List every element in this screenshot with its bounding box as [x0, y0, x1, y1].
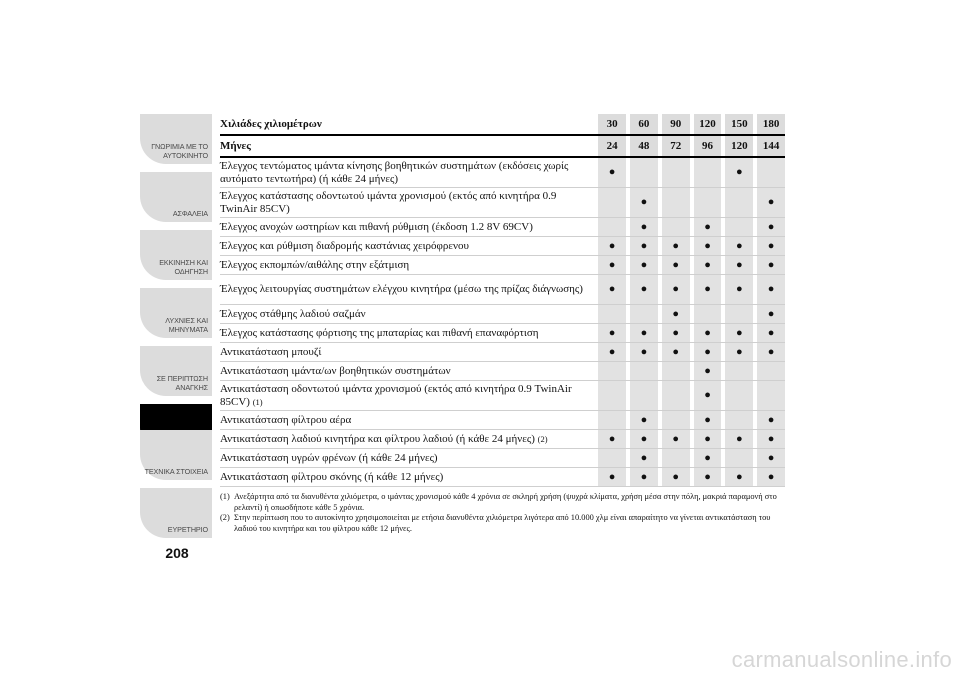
interval-cell [630, 256, 658, 274]
table-row [220, 381, 785, 411]
row-text [220, 346, 321, 359]
check-dot-icon: ● [767, 196, 775, 208]
header-km-row [220, 114, 785, 136]
interval-cell [598, 343, 626, 361]
check-dot-icon: ● [608, 258, 616, 271]
interval-cell [725, 188, 753, 217]
interval-cell [694, 256, 722, 274]
check-dot-icon: ● [640, 220, 648, 233]
interval-cell [757, 256, 785, 274]
interval-cell [694, 218, 722, 236]
interval-cell [757, 158, 785, 187]
interval-cell [757, 305, 785, 323]
tab-safety[interactable] [140, 172, 212, 222]
check-dot-icon: ● [640, 451, 648, 464]
interval-cell [725, 218, 753, 236]
check-dot-icon: ● [704, 345, 711, 358]
interval-cell [598, 324, 626, 342]
interval-cell [598, 381, 626, 410]
check-dot-icon: ● [767, 283, 775, 295]
interval-cell [662, 305, 690, 323]
footnote-ref: (1) [252, 396, 263, 407]
row-text-main: Αντικατάσταση υγρών φρένων (ή κάθε 24 μήνες) [220, 451, 438, 464]
row-text-main: Αντικατάσταση φίλτρου αέρα [220, 413, 352, 426]
check-dot-icon: ● [608, 345, 616, 358]
check-dot-icon: ● [672, 239, 680, 252]
footnote-text: Ανεξάρτητα από τα διανυθέντα χιλιόμετρα, ο ιμάντας χρονισμού κάθε 4 χρόνια σε σκληρή χρήση (ψυχρά κλίματα, χρήση μέσα στην πόλη, μακριά παραμονή στο ρελαντί) ή οπωσδήποτε κάθε 5 χρόνια. [234, 492, 777, 512]
row-text-main: Έλεγχος λειτουργίας συστημάτων ελέγχου κινητήρα (μέσω της πρίζας διάγνωσης) [220, 283, 583, 295]
check-dot-icon: ● [640, 196, 648, 208]
row-text [220, 383, 592, 409]
header-km-cell: 30 [598, 114, 626, 134]
interval-cell [662, 362, 690, 380]
row-description [220, 188, 594, 217]
row-text-main: Αντικατάσταση ιμάντα/ων βοηθητικών συστημάτων [220, 364, 451, 377]
check-dot-icon: ● [704, 432, 711, 445]
row-text-main: Έλεγχος κατάστασης φόρτισης της μπαταρίας και πιθανή επαναφόρτιση [220, 326, 539, 339]
check-dot-icon: ● [672, 432, 680, 445]
interval-cell [662, 449, 690, 467]
interval-cell [725, 343, 753, 361]
tab-emergency[interactable] [140, 346, 212, 396]
page-number: 208 [165, 545, 189, 561]
check-dot-icon: ● [704, 451, 711, 464]
interval-cell [662, 188, 690, 217]
row-description [220, 324, 594, 342]
check-dot-icon: ● [704, 326, 711, 339]
interval-cell [662, 411, 690, 429]
table-row [220, 324, 785, 343]
check-dot-icon: ● [767, 307, 775, 320]
row-text-main: Έλεγχος στάθμης λαδιού σαζμάν [220, 307, 366, 320]
interval-cell [630, 343, 658, 361]
check-dot-icon: ● [767, 345, 775, 358]
interval-cell [757, 430, 785, 448]
check-dot-icon: ● [767, 326, 775, 339]
footnote-ref: (2) [537, 433, 548, 444]
tab-label: ΛΥΧΝΙΕΣ ΚΑΙ ΜΗΝΥΜΑΤΑ [165, 316, 208, 334]
check-dot-icon: ● [704, 470, 711, 483]
header-months-cell: 72 [662, 136, 690, 156]
footnote-number: (1) [220, 492, 230, 501]
interval-cell [694, 468, 722, 486]
interval-cell [662, 275, 690, 304]
table-row [220, 362, 785, 381]
row-text-main: Έλεγχος εκπομπών/αιθάλης στην εξάτμιση [220, 258, 410, 271]
interval-cell [694, 275, 722, 304]
row-text-main: Αντικατάσταση φίλτρου σκόνης (ή κάθε 12 μήνες) [220, 470, 444, 483]
tab-getting-to-know[interactable] [140, 114, 212, 164]
check-dot-icon: ● [735, 283, 743, 295]
interval-cell [694, 381, 722, 410]
interval-cell [630, 430, 658, 448]
interval-cell [725, 237, 753, 255]
check-dot-icon: ● [608, 166, 616, 178]
interval-cell [757, 343, 785, 361]
check-dot-icon: ● [672, 258, 680, 271]
interval-cell [630, 188, 658, 217]
check-dot-icon: ● [735, 326, 743, 339]
check-dot-icon: ● [672, 326, 680, 339]
table-row [220, 218, 785, 237]
check-dot-icon: ● [672, 307, 680, 320]
check-dot-icon: ● [672, 345, 680, 358]
interval-cell [630, 381, 658, 410]
header-km-cell: 180 [757, 114, 785, 134]
check-dot-icon: ● [640, 432, 648, 445]
header-km-cell: 60 [630, 114, 658, 134]
interval-cell [598, 305, 626, 323]
interval-cell [598, 468, 626, 486]
check-dot-icon: ● [767, 258, 775, 271]
check-dot-icon: ● [735, 239, 743, 252]
table-row [220, 343, 785, 362]
check-dot-icon: ● [704, 239, 711, 252]
table-row [220, 188, 785, 218]
row-text [220, 414, 351, 427]
table-row [220, 305, 785, 324]
interval-cell [630, 362, 658, 380]
check-dot-icon: ● [608, 470, 616, 483]
interval-cell [630, 275, 658, 304]
tab-technical-data[interactable] [140, 430, 212, 480]
interval-cell [630, 305, 658, 323]
check-dot-icon: ● [640, 345, 648, 358]
interval-cell [662, 468, 690, 486]
row-text [220, 221, 533, 234]
check-dot-icon: ● [735, 345, 743, 358]
table-row [220, 449, 785, 468]
header-months-row [220, 136, 785, 158]
interval-cell [757, 468, 785, 486]
check-dot-icon: ● [608, 326, 616, 339]
row-text-main: Έλεγχος ανοχών ωστηρίων και πιθανή ρύθμιση (έκδοση 1.2 8V 69CV) [220, 220, 533, 233]
footnote-number: (2) [220, 513, 230, 522]
tab-label: ΤΕΧΝΙΚΑ ΣΤΟΙΧΕΙΑ [144, 467, 208, 476]
check-dot-icon: ● [704, 364, 711, 377]
check-dot-icon: ● [767, 432, 775, 445]
header-km-cell: 120 [694, 114, 722, 134]
check-dot-icon: ● [608, 239, 616, 252]
interval-cell [725, 430, 753, 448]
check-dot-icon: ● [640, 239, 648, 252]
interval-cell [598, 275, 626, 304]
tab-starting-driving[interactable] [140, 230, 212, 280]
row-description [220, 275, 594, 304]
row-text [220, 240, 469, 253]
row-description [220, 381, 594, 410]
row-text [220, 259, 409, 272]
row-text-main: Αντικατάσταση μπουζί [220, 345, 322, 358]
header-months-cell: 144 [757, 136, 785, 156]
interval-cell [757, 381, 785, 410]
header-months-cell: 96 [694, 136, 722, 156]
row-text [220, 471, 443, 484]
header-km-label: Χιλιάδες χιλιομέτρων [220, 117, 322, 130]
interval-cell [725, 381, 753, 410]
table-row [220, 256, 785, 275]
row-description [220, 305, 594, 323]
interval-cell [757, 411, 785, 429]
header-months-cell: 48 [630, 136, 658, 156]
header-km-cell: 150 [725, 114, 753, 134]
interval-cell [598, 158, 626, 187]
interval-cell [694, 305, 722, 323]
check-dot-icon: ● [704, 389, 711, 401]
header-months-label: Μήνες [220, 139, 251, 152]
interval-cell [757, 237, 785, 255]
row-description [220, 468, 594, 486]
row-description [220, 449, 594, 467]
check-dot-icon: ● [767, 413, 775, 426]
interval-cell [598, 411, 626, 429]
interval-cell [725, 305, 753, 323]
tab-label: ΕΚΚΙΝΗΣΗ ΚΑΙ ΟΔΗΓΗΣΗ [159, 258, 208, 276]
check-dot-icon: ● [704, 258, 711, 271]
check-dot-icon: ● [735, 258, 743, 271]
check-dot-icon: ● [767, 470, 775, 483]
header-months-cell: 24 [598, 136, 626, 156]
row-text [220, 190, 592, 216]
interval-cell [662, 343, 690, 361]
interval-cell [757, 275, 785, 304]
tab-lights-messages[interactable] [140, 288, 212, 338]
interval-cell [757, 188, 785, 217]
interval-cell [598, 362, 626, 380]
interval-cell [694, 362, 722, 380]
interval-cell [598, 188, 626, 217]
interval-cell [757, 218, 785, 236]
table-row [220, 158, 785, 188]
check-dot-icon: ● [608, 283, 616, 295]
row-text [220, 452, 438, 465]
tab-label: ΣΕ ΠΕΡΙΠΤΩΣΗ ΑΝΑΓΚΗΣ [156, 374, 208, 392]
interval-cell [630, 468, 658, 486]
check-dot-icon: ● [767, 220, 775, 233]
interval-cell [725, 362, 753, 380]
interval-cell [598, 430, 626, 448]
interval-cell [694, 158, 722, 187]
interval-cell [757, 362, 785, 380]
interval-cell [630, 218, 658, 236]
header-months-cell: 120 [725, 136, 753, 156]
interval-cell [630, 411, 658, 429]
interval-cell [694, 343, 722, 361]
interval-cell [725, 275, 753, 304]
check-dot-icon: ● [704, 220, 711, 233]
table-row [220, 237, 785, 256]
interval-cell [757, 449, 785, 467]
row-description [220, 430, 594, 448]
check-dot-icon: ● [640, 283, 648, 295]
maintenance-schedule-table [220, 114, 785, 487]
interval-cell [662, 158, 690, 187]
interval-cell [662, 218, 690, 236]
row-description [220, 218, 594, 236]
check-dot-icon: ● [608, 432, 616, 445]
header-km-cell: 90 [662, 114, 690, 134]
row-text-main: Αντικατάσταση οδοντωτού ιμάντα χρονισμού (εκτός από κινητήρα 0.9 TwinAir 85CV) [220, 382, 572, 408]
row-description [220, 237, 594, 255]
footnotes [220, 492, 785, 534]
interval-cell [725, 256, 753, 274]
check-dot-icon: ● [704, 283, 711, 295]
interval-cell [725, 449, 753, 467]
interval-cell [630, 324, 658, 342]
row-text [220, 433, 548, 446]
interval-cell [662, 256, 690, 274]
check-dot-icon: ● [640, 470, 648, 483]
check-dot-icon: ● [735, 470, 743, 483]
footnote-text: Στην περίπτωση που το αυτοκίνητο χρησιμοποιείται με ετήσια διανυθέντα χιλιόμετρα λιγότερα από 10.000 χλμ είναι απαραίτητο να γίνεται αντικατάσταση του λαδιού του κινητήρα και του φίλτρου κάθε 12 μήνες. [234, 513, 771, 533]
tab-label: ΑΣΦΑΛΕΙΑ [172, 209, 208, 218]
interval-cell [694, 237, 722, 255]
row-text [220, 365, 451, 378]
check-dot-icon: ● [767, 239, 775, 252]
row-text [220, 327, 539, 340]
interval-cell [694, 188, 722, 217]
table-row [220, 411, 785, 430]
table-row [220, 275, 785, 305]
table-row [220, 430, 785, 449]
interval-cell [630, 449, 658, 467]
row-text-main: Έλεγχος τεντώματος ιμάντα κίνησης βοηθητικών συστημάτων (εκδόσεις χωρίς αυτόματο τεντωτήρα) (ή κάθε 24 μήνες) [220, 159, 569, 185]
interval-cell [694, 324, 722, 342]
watermark: carmanualsonline.info [731, 647, 952, 672]
interval-cell [598, 237, 626, 255]
interval-cell [662, 324, 690, 342]
check-dot-icon: ● [704, 413, 711, 426]
interval-cell [598, 218, 626, 236]
check-dot-icon: ● [640, 258, 648, 271]
row-description [220, 411, 594, 429]
interval-cell [694, 449, 722, 467]
interval-cell [630, 158, 658, 187]
interval-cell [725, 324, 753, 342]
row-text-main: Έλεγχος και ρύθμιση διαδρομής καστάνιας χειρόφρενου [220, 239, 469, 252]
interval-cell [662, 237, 690, 255]
row-description [220, 256, 594, 274]
check-dot-icon: ● [735, 432, 743, 445]
footnote [220, 492, 785, 513]
check-dot-icon: ● [672, 470, 680, 483]
row-text-main: Έλεγχος κατάστασης οδοντωτού ιμάντα χρονισμού (εκτός από κινητήρα 0.9 TwinAir 85CV) [220, 189, 557, 215]
interval-cell [630, 237, 658, 255]
row-text [220, 308, 366, 321]
row-text [220, 283, 583, 296]
check-dot-icon: ● [735, 166, 743, 178]
check-dot-icon: ● [640, 326, 648, 339]
interval-cell [725, 158, 753, 187]
interval-cell [662, 381, 690, 410]
row-description [220, 362, 594, 380]
tab-index[interactable] [140, 488, 212, 538]
row-text [220, 160, 592, 186]
interval-cell [662, 430, 690, 448]
interval-cell [757, 324, 785, 342]
footnote [220, 513, 785, 534]
interval-cell [694, 430, 722, 448]
check-dot-icon: ● [767, 451, 775, 464]
row-description [220, 343, 594, 361]
interval-cell [725, 411, 753, 429]
check-dot-icon: ● [640, 413, 648, 426]
row-description [220, 158, 594, 187]
tab-label: ΓΝΩΡΙΜΙΑ ΜΕ ΤΟ ΑΥΤΟΚΙΝΗΤΟ [151, 142, 208, 160]
check-dot-icon: ● [672, 283, 680, 295]
table-row [220, 468, 785, 487]
tab-label: ΕΥΡΕΤΗΡΙΟ [167, 525, 208, 534]
interval-cell [598, 449, 626, 467]
interval-cell [598, 256, 626, 274]
row-text-main: Αντικατάσταση λαδιού κινητήρα και φίλτρου λαδιού (ή κάθε 24 μήνες) [220, 432, 535, 445]
interval-cell [725, 468, 753, 486]
interval-cell [694, 411, 722, 429]
